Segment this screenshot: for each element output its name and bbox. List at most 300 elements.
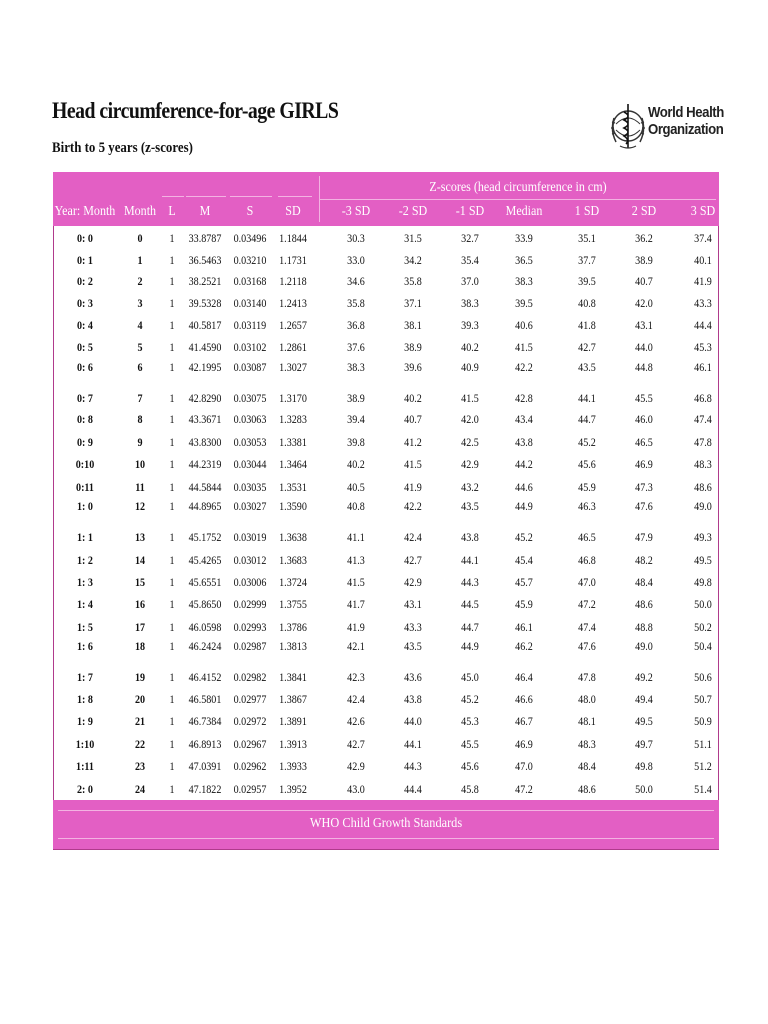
cell-sd: 1.3381 — [279, 435, 307, 449]
cell-minus2sd: 43.6 — [404, 670, 422, 684]
cell-minus3sd: 42.7 — [347, 737, 365, 751]
cell-minus1sd: 35.4 — [461, 253, 479, 267]
cell-plus3sd: 50.2 — [694, 620, 712, 634]
cell-minus2sd: 39.6 — [404, 360, 422, 374]
cell-month: 14 — [134, 553, 146, 567]
cell-minus2sd: 43.8 — [404, 692, 422, 706]
cell-plus1sd: 46.5 — [578, 530, 596, 544]
cell-month: 2 — [137, 274, 143, 288]
cell-median: 45.7 — [515, 575, 533, 589]
cell-month: 15 — [134, 575, 146, 589]
cell-m: 33.8787 — [188, 231, 222, 245]
cell-plus2sd: 36.2 — [635, 231, 653, 245]
cell-month: 10 — [134, 457, 146, 471]
column-header-m: M — [199, 204, 211, 219]
cell-plus2sd: 44.0 — [635, 340, 653, 354]
cell-minus3sd: 40.2 — [347, 457, 365, 471]
cell-m: 44.5844 — [188, 480, 222, 494]
cell-median: 39.5 — [515, 296, 533, 310]
cell-m: 45.8650 — [188, 597, 222, 611]
cell-s: 0.02982 — [233, 670, 267, 684]
cell-year-month: 1: 3 — [77, 575, 93, 589]
cell-s: 0.02967 — [233, 737, 267, 751]
cell-month: 11 — [135, 480, 145, 494]
cell-m: 45.1752 — [188, 530, 222, 544]
cell-m: 46.4152 — [188, 670, 222, 684]
cell-median: 47.2 — [515, 782, 533, 796]
cell-m: 46.5801 — [188, 692, 222, 706]
cell-year-month: 0:10 — [75, 457, 95, 471]
cell-sd: 1.3683 — [279, 553, 307, 567]
zscores-rule — [320, 199, 716, 200]
cell-minus3sd: 40.8 — [347, 499, 365, 513]
cell-s: 0.03044 — [233, 457, 267, 471]
cell-plus2sd: 49.2 — [635, 670, 653, 684]
cell-year-month: 0: 3 — [77, 296, 93, 310]
cell-plus2sd: 47.9 — [635, 530, 653, 544]
cell-l: 1 — [169, 296, 175, 310]
cell-sd: 1.3531 — [279, 480, 307, 494]
cell-minus3sd: 41.5 — [347, 575, 365, 589]
cell-year-month: 1: 1 — [77, 530, 93, 544]
cell-minus3sd: 33.0 — [347, 253, 365, 267]
cell-month: 6 — [137, 360, 143, 374]
cell-year-month: 0: 6 — [77, 360, 93, 374]
column-header-minus1sd: -1 SD — [455, 204, 485, 219]
cell-l: 1 — [169, 231, 175, 245]
cell-s: 0.03012 — [233, 553, 267, 567]
cell-month: 4 — [137, 318, 143, 332]
cell-plus1sd: 45.2 — [578, 435, 596, 449]
cell-minus3sd: 41.1 — [347, 530, 365, 544]
cell-plus2sd: 48.4 — [635, 575, 653, 589]
cell-minus2sd: 42.7 — [404, 553, 422, 567]
cell-l: 1 — [169, 714, 175, 728]
cell-year-month: 0: 9 — [77, 435, 93, 449]
cell-minus2sd: 31.5 — [404, 231, 422, 245]
cell-month: 13 — [134, 530, 146, 544]
cell-m: 47.1822 — [188, 782, 222, 796]
cell-plus3sd: 48.3 — [694, 457, 712, 471]
cell-l: 1 — [169, 391, 175, 405]
cell-minus2sd: 37.1 — [404, 296, 422, 310]
cell-plus1sd: 44.7 — [578, 412, 596, 426]
cell-l: 1 — [169, 759, 175, 773]
cell-month: 9 — [137, 435, 143, 449]
cell-sd: 1.3813 — [279, 639, 307, 653]
header-rule — [230, 196, 272, 197]
cell-l: 1 — [169, 435, 175, 449]
cell-plus2sd: 49.5 — [635, 714, 653, 728]
cell-m: 43.3671 — [188, 412, 222, 426]
footer-rule-top — [58, 810, 714, 811]
cell-median: 33.9 — [515, 231, 533, 245]
cell-l: 1 — [169, 360, 175, 374]
cell-minus1sd: 32.7 — [461, 231, 479, 245]
cell-sd: 1.2861 — [279, 340, 307, 354]
cell-month: 23 — [134, 759, 146, 773]
cell-sd: 1.3027 — [279, 360, 307, 374]
cell-minus1sd: 39.3 — [461, 318, 479, 332]
cell-median: 43.8 — [515, 435, 533, 449]
cell-plus3sd: 47.4 — [694, 412, 712, 426]
cell-minus1sd: 45.6 — [461, 759, 479, 773]
cell-s: 0.03063 — [233, 412, 267, 426]
cell-month: 5 — [137, 340, 143, 354]
cell-plus3sd: 44.4 — [694, 318, 712, 332]
cell-plus1sd: 39.5 — [578, 274, 596, 288]
cell-plus3sd: 51.2 — [694, 759, 712, 773]
cell-sd: 1.2413 — [279, 296, 307, 310]
cell-l: 1 — [169, 412, 175, 426]
cell-plus2sd: 49.4 — [635, 692, 653, 706]
cell-s: 0.03075 — [233, 391, 267, 405]
cell-median: 46.7 — [515, 714, 533, 728]
cell-minus1sd: 44.3 — [461, 575, 479, 589]
cell-minus2sd: 44.4 — [404, 782, 422, 796]
cell-plus2sd: 50.0 — [635, 782, 653, 796]
cell-s: 0.03119 — [233, 318, 267, 332]
cell-plus3sd: 45.3 — [694, 340, 712, 354]
cell-plus3sd: 51.4 — [694, 782, 712, 796]
cell-m: 46.8913 — [188, 737, 222, 751]
cell-median: 46.4 — [515, 670, 533, 684]
footer-rule-bottom — [58, 838, 714, 839]
cell-s: 0.02993 — [233, 620, 267, 634]
cell-minus1sd: 45.3 — [461, 714, 479, 728]
cell-plus3sd: 49.0 — [694, 499, 712, 513]
cell-year-month: 1: 5 — [77, 620, 93, 634]
cell-minus2sd: 42.2 — [404, 499, 422, 513]
column-header-sd: SD — [285, 204, 301, 219]
cell-s: 0.02972 — [233, 714, 267, 728]
cell-minus3sd: 39.4 — [347, 412, 365, 426]
cell-plus1sd: 48.0 — [578, 692, 596, 706]
cell-minus2sd: 38.9 — [404, 340, 422, 354]
cell-month: 3 — [137, 296, 143, 310]
cell-year-month: 0: 1 — [77, 253, 93, 267]
page-subtitle: Birth to 5 years (z-scores) — [52, 140, 193, 156]
cell-minus3sd: 37.6 — [347, 340, 365, 354]
cell-plus2sd: 48.6 — [635, 597, 653, 611]
cell-minus2sd: 38.1 — [404, 318, 422, 332]
column-header-plus2sd: 2 SD — [631, 204, 657, 219]
cell-s: 0.03102 — [233, 340, 267, 354]
cell-s: 0.03140 — [233, 296, 267, 310]
cell-median: 46.1 — [515, 620, 533, 634]
cell-median: 43.4 — [515, 412, 533, 426]
cell-l: 1 — [169, 737, 175, 751]
cell-plus2sd: 47.3 — [635, 480, 653, 494]
cell-plus1sd: 48.3 — [578, 737, 596, 751]
cell-minus1sd: 43.2 — [461, 480, 479, 494]
cell-month: 20 — [134, 692, 146, 706]
column-header-s: S — [246, 204, 254, 219]
cell-month: 1 — [137, 253, 143, 267]
cell-minus2sd: 43.5 — [404, 639, 422, 653]
cell-year-month: 1: 9 — [77, 714, 93, 728]
cell-plus1sd: 47.4 — [578, 620, 596, 634]
cell-minus1sd: 43.8 — [461, 530, 479, 544]
cell-minus1sd: 45.5 — [461, 737, 479, 751]
cell-minus3sd: 42.3 — [347, 670, 365, 684]
footer-text: WHO Child Growth Standards — [309, 816, 463, 831]
cell-plus1sd: 45.6 — [578, 457, 596, 471]
cell-minus2sd: 40.2 — [404, 391, 422, 405]
cell-minus1sd: 45.8 — [461, 782, 479, 796]
cell-minus3sd: 36.8 — [347, 318, 365, 332]
cell-month: 8 — [137, 412, 143, 426]
cell-plus3sd: 50.4 — [694, 639, 712, 653]
cell-m: 46.0598 — [188, 620, 222, 634]
cell-plus2sd: 46.5 — [635, 435, 653, 449]
cell-s: 0.02999 — [233, 597, 267, 611]
cell-minus3sd: 42.1 — [347, 639, 365, 653]
cell-minus1sd: 43.5 — [461, 499, 479, 513]
cell-median: 40.6 — [515, 318, 533, 332]
cell-plus1sd: 47.0 — [578, 575, 596, 589]
header-rule — [278, 196, 312, 197]
cell-month: 19 — [134, 670, 146, 684]
cell-minus2sd: 44.0 — [404, 714, 422, 728]
cell-plus1sd: 37.7 — [578, 253, 596, 267]
cell-m: 44.2319 — [188, 457, 222, 471]
cell-year-month: 1: 4 — [77, 597, 93, 611]
who-emblem-icon — [608, 98, 648, 158]
cell-m: 36.5463 — [188, 253, 222, 267]
cell-s: 0.03053 — [233, 435, 267, 449]
cell-minus1sd: 45.0 — [461, 670, 479, 684]
cell-sd: 1.2118 — [279, 274, 307, 288]
cell-minus1sd: 44.9 — [461, 639, 479, 653]
cell-month: 17 — [134, 620, 146, 634]
column-header-median: Median — [505, 204, 543, 219]
who-logo-text — [648, 104, 724, 138]
cell-l: 1 — [169, 480, 175, 494]
cell-plus2sd: 49.7 — [635, 737, 653, 751]
column-header-year-month: Year: Month — [54, 204, 116, 219]
cell-minus1sd: 40.2 — [461, 340, 479, 354]
cell-minus1sd: 37.0 — [461, 274, 479, 288]
cell-minus3sd: 42.6 — [347, 714, 365, 728]
cell-l: 1 — [169, 782, 175, 796]
cell-sd: 1.3170 — [279, 391, 307, 405]
cell-minus2sd: 42.4 — [404, 530, 422, 544]
cell-median: 44.2 — [515, 457, 533, 471]
cell-plus1sd: 44.1 — [578, 391, 596, 405]
cell-plus1sd: 47.2 — [578, 597, 596, 611]
cell-minus1sd: 44.7 — [461, 620, 479, 634]
cell-median: 42.2 — [515, 360, 533, 374]
cell-s: 0.02977 — [233, 692, 267, 706]
cell-s: 0.02962 — [233, 759, 267, 773]
cell-minus3sd: 41.9 — [347, 620, 365, 634]
cell-m: 39.5328 — [188, 296, 222, 310]
cell-s: 0.03210 — [233, 253, 267, 267]
cell-median: 38.3 — [515, 274, 533, 288]
cell-year-month: 1:10 — [75, 737, 95, 751]
cell-plus2sd: 38.9 — [635, 253, 653, 267]
cell-plus1sd: 45.9 — [578, 480, 596, 494]
column-header-minus2sd: -2 SD — [398, 204, 428, 219]
cell-l: 1 — [169, 499, 175, 513]
cell-plus1sd: 46.3 — [578, 499, 596, 513]
cell-sd: 1.3933 — [279, 759, 307, 773]
cell-s: 0.03087 — [233, 360, 267, 374]
cell-sd: 1.3755 — [279, 597, 307, 611]
cell-plus3sd: 46.1 — [694, 360, 712, 374]
cell-minus3sd: 30.3 — [347, 231, 365, 245]
cell-m: 46.7384 — [188, 714, 222, 728]
column-header-plus1sd: 1 SD — [574, 204, 600, 219]
cell-minus1sd: 38.3 — [461, 296, 479, 310]
cell-plus1sd: 43.5 — [578, 360, 596, 374]
cell-minus3sd: 42.9 — [347, 759, 365, 773]
cell-minus1sd: 41.5 — [461, 391, 479, 405]
cell-plus3sd: 47.8 — [694, 435, 712, 449]
cell-sd: 1.3841 — [279, 670, 307, 684]
cell-median: 44.6 — [515, 480, 533, 494]
cell-sd: 1.3283 — [279, 412, 307, 426]
who-logo — [608, 98, 724, 158]
cell-minus2sd: 35.8 — [404, 274, 422, 288]
header-rule — [162, 196, 184, 197]
cell-m: 45.6551 — [188, 575, 222, 589]
cell-plus1sd: 47.6 — [578, 639, 596, 653]
column-header-month: Month — [123, 204, 157, 219]
cell-l: 1 — [169, 670, 175, 684]
cell-plus1sd: 35.1 — [578, 231, 596, 245]
cell-month: 18 — [134, 639, 146, 653]
cell-plus2sd: 46.9 — [635, 457, 653, 471]
cell-month: 21 — [134, 714, 146, 728]
column-header-plus3sd: 3 SD — [690, 204, 716, 219]
cell-minus3sd: 35.8 — [347, 296, 365, 310]
cell-plus3sd: 46.8 — [694, 391, 712, 405]
cell-m: 45.4265 — [188, 553, 222, 567]
cell-month: 16 — [134, 597, 146, 611]
cell-l: 1 — [169, 253, 175, 267]
cell-sd: 1.1731 — [279, 253, 307, 267]
cell-m: 46.2424 — [188, 639, 222, 653]
cell-median: 41.5 — [515, 340, 533, 354]
cell-month: 7 — [137, 391, 143, 405]
cell-year-month: 0: 4 — [77, 318, 93, 332]
cell-l: 1 — [169, 692, 175, 706]
cell-minus2sd: 44.1 — [404, 737, 422, 751]
cell-sd: 1.3638 — [279, 530, 307, 544]
cell-l: 1 — [169, 457, 175, 471]
cell-month: 22 — [134, 737, 146, 751]
cell-median: 36.5 — [515, 253, 533, 267]
cell-plus1sd: 42.7 — [578, 340, 596, 354]
cell-minus1sd: 40.9 — [461, 360, 479, 374]
cell-plus1sd: 48.1 — [578, 714, 596, 728]
cell-median: 44.9 — [515, 499, 533, 513]
cell-median: 45.4 — [515, 553, 533, 567]
cell-m: 42.1995 — [188, 360, 222, 374]
cell-m: 43.8300 — [188, 435, 222, 449]
who-logo-line2: Organization — [648, 121, 724, 138]
cell-l: 1 — [169, 575, 175, 589]
cell-plus3sd: 50.0 — [694, 597, 712, 611]
cell-minus2sd: 44.3 — [404, 759, 422, 773]
cell-plus3sd: 48.6 — [694, 480, 712, 494]
cell-year-month: 1: 7 — [77, 670, 93, 684]
cell-minus2sd: 41.2 — [404, 435, 422, 449]
cell-plus1sd: 48.6 — [578, 782, 596, 796]
cell-minus2sd: 41.9 — [404, 480, 422, 494]
cell-sd: 1.2657 — [279, 318, 307, 332]
cell-plus1sd: 46.8 — [578, 553, 596, 567]
cell-minus1sd: 44.1 — [461, 553, 479, 567]
cell-l: 1 — [169, 340, 175, 354]
cell-sd: 1.3464 — [279, 457, 307, 471]
zscores-label: Z-scores (head circumference in cm) — [429, 180, 607, 195]
cell-plus2sd: 42.0 — [635, 296, 653, 310]
cell-s: 0.03006 — [233, 575, 267, 589]
cell-l: 1 — [169, 530, 175, 544]
cell-s: 0.03035 — [233, 480, 267, 494]
cell-plus3sd: 50.9 — [694, 714, 712, 728]
cell-plus2sd: 47.6 — [635, 499, 653, 513]
cell-m: 47.0391 — [188, 759, 222, 773]
cell-l: 1 — [169, 620, 175, 634]
cell-plus2sd: 46.0 — [635, 412, 653, 426]
cell-year-month: 0: 2 — [77, 274, 93, 288]
cell-plus3sd: 51.1 — [694, 737, 712, 751]
cell-m: 44.8965 — [188, 499, 222, 513]
cell-median: 42.8 — [515, 391, 533, 405]
cell-sd: 1.3891 — [279, 714, 307, 728]
cell-month: 12 — [134, 499, 146, 513]
who-logo-line1: World Health — [648, 104, 724, 121]
cell-l: 1 — [169, 318, 175, 332]
cell-year-month: 1: 0 — [77, 499, 93, 513]
cell-sd: 1.1844 — [279, 231, 307, 245]
cell-m: 41.4590 — [188, 340, 222, 354]
cell-plus3sd: 49.3 — [694, 530, 712, 544]
cell-plus2sd: 49.8 — [635, 759, 653, 773]
cell-minus3sd: 41.3 — [347, 553, 365, 567]
cell-minus3sd: 42.4 — [347, 692, 365, 706]
cell-s: 0.03496 — [233, 231, 267, 245]
cell-plus3sd: 50.6 — [694, 670, 712, 684]
cell-median: 46.6 — [515, 692, 533, 706]
cell-month: 24 — [134, 782, 146, 796]
cell-s: 0.03027 — [233, 499, 267, 513]
cell-year-month: 0:11 — [76, 480, 94, 494]
cell-plus3sd: 50.7 — [694, 692, 712, 706]
cell-median: 46.9 — [515, 737, 533, 751]
column-header-l: L — [168, 204, 176, 219]
cell-plus1sd: 41.8 — [578, 318, 596, 332]
cell-minus2sd: 43.3 — [404, 620, 422, 634]
cell-minus2sd: 40.7 — [404, 412, 422, 426]
cell-year-month: 0: 5 — [77, 340, 93, 354]
cell-minus1sd: 42.9 — [461, 457, 479, 471]
cell-sd: 1.3952 — [279, 782, 307, 796]
cell-plus1sd: 48.4 — [578, 759, 596, 773]
cell-minus3sd: 38.9 — [347, 391, 365, 405]
cell-minus1sd: 45.2 — [461, 692, 479, 706]
cell-plus1sd: 47.8 — [578, 670, 596, 684]
cell-m: 40.5817 — [188, 318, 222, 332]
cell-l: 1 — [169, 639, 175, 653]
cell-plus3sd: 41.9 — [694, 274, 712, 288]
cell-median: 45.9 — [515, 597, 533, 611]
header-rule — [186, 196, 226, 197]
